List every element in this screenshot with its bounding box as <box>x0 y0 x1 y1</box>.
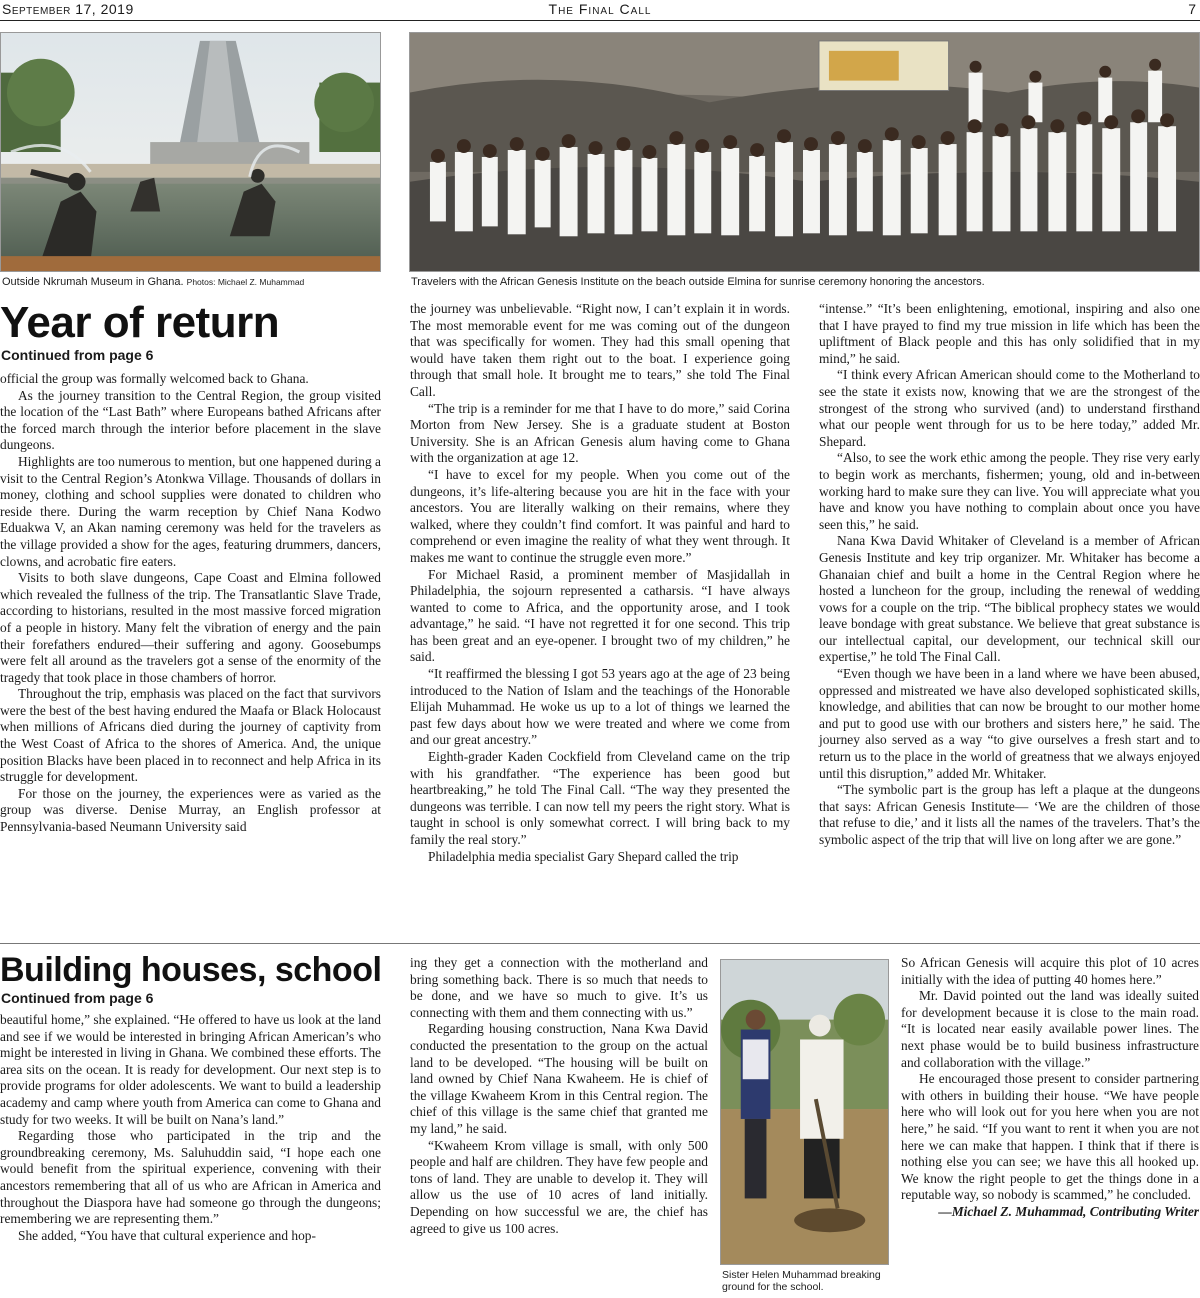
article2-column-2 <box>410 955 708 1296</box>
paragraph: Regarding those who participated in the trip and the groundbreaking ceremony, Ms. Saluhuddin said, “I hope each one would benefit from the spiritual experience, convening with their ancestors remembering that all of us who are African in America and throughout the Diaspora have had someone go through the dungeons; remembering we are representing them.” <box>0 1128 381 1227</box>
paragraph: Philadelphia media specialist Gary Shepard called the trip <box>428 848 739 864</box>
section-divider <box>0 943 1200 944</box>
byline: —Michael Z. Muhammad, Contributing Writer <box>938 1203 1199 1219</box>
paragraph: “Kwaheem Krom village is small, with only 500 people and half are children. They have few people and tons of land. They are unable to develop it. They will allow us the use of 10 acres of land initially. Depending on how successful we are, the chief has agreed to give us 100 acres. <box>410 1137 708 1236</box>
page-header <box>0 0 1200 21</box>
monument-fountain-photo <box>0 32 381 272</box>
article-headline-building-houses: Building houses, school <box>0 951 382 989</box>
group-beach-photo <box>409 32 1200 272</box>
paragraph: Visits to both slave dungeons, Cape Coast and Elmina followed which revealed the fullness of the trip. The Transatlantic Slave Trade, according to historians, resulted in the most massive forced migration of a people in history. Many felt the vibration of energy and the pain their forefathers endured—their suffering and agony. Goosebumps were felt all around as the travelers got a sense of the enormity of the tragedy that took place in those chambers of horror. <box>0 570 381 685</box>
groundbreaking-photo-caption: Sister Helen Muhammad breaking ground for the school. <box>722 1269 881 1293</box>
paragraph: She added, “You have that cultural experience and hop- <box>18 1227 316 1243</box>
paragraph: “Also, to see the work ethic among the people. They rise very early to begin work as merchants, fishermen; young, old and in-between working hard to make sure they can live. You will appreciate what you have and know you have nothing to complain about once you have seen this,” he said. <box>819 450 1200 532</box>
paragraph: official the group was formally welcomed back to Ghana. <box>0 371 309 386</box>
paragraph: For those on the journey, the experiences were as varied as the group was diverse. Denise Murray, an English professor at Pennsylvania-based Neumann University said <box>0 785 381 835</box>
paragraph: “Even though we have been in a land where we have been abused, oppressed and mistreated we have also developed sophisticated skills, knowledge, and abilities that can now be brought to our mother home and put to good use with our brothers and sisters here,” he said. The journey also served as a way “to give ourselves a fresh start and to return us to the place in the world of greatness that we always enjoyed until this disruption,” added Mr. Whitaker. <box>819 666 1200 781</box>
groundbreaking-illustration <box>721 960 888 1264</box>
paragraph: Regarding housing construction, Nana Kwa David conducted the presentation to the group on the actual land to be developed. “The housing will be built on land owned by Chief Nana Kwaheem. He is chief of the village Kwaheem Krom in this Central region. The chief of this village is the same chief that granted me my land,” he said. <box>410 1021 708 1136</box>
paragraph: the journey was unbelievable. “Right now, I can’t explain it in words. The most memorable event for me was coming out of the dungeon that was specifically for women. They had this small opening that would have taken them right out to the boat. I experience going through that small hole. It brought me to tears,” she told The Final Call. <box>410 301 790 399</box>
paragraph: As the journey transition to the Central Region, the group visited the location of the “Last Bath” where Europeans bathed Africans after the forced march through the interior before placement in the slave dungeons. <box>0 387 381 453</box>
paragraph: “The trip is a reminder for me that I have to do more,” said Corina Morton from New Jersey. She is a graduate student at Boston University. She is an African Genesis alum having come to Ghana with the organization at age 12. <box>410 400 790 466</box>
paragraph: Highlights are too numerous to mention, but one happened during a visit to the Central Region’s Atonkwa Village. Thousands of dollars in money, clothing and school supplies were donated to children who reside there. During the warm reception by Chief Nana Kodwo Eduakwa V, an Akan naming ceremony was held for the travelers as the village provided a show for the ages, featuring drummers, dancers, clowns, and acrobatic fire eaters. <box>0 453 381 569</box>
paragraph: beautiful home,” she explained. “He offered to have us look at the land and see if we would be interested in bringing African American’s who might be interested in living in Ghana. We combined these efforts. The area sits on the ocean. It is ready for development. Our next step is to provide programs for older adolescents. We want to build a leadership academy and camp where youth from America can come to Ghana and study for two weeks. It will be built on Nana’s land.” <box>0 1012 381 1127</box>
paragraph: Throughout the trip, emphasis was placed on the fact that survivors were the best of the best having endured the Maafa or Black Holocaust when millions of Africans died during the journey of captivity from the West Coast of Africa to the shores of America. And, the unique position Blacks have been placed in to reconnect and help Africa in its struggle for development. <box>0 686 381 785</box>
article1-column-2 <box>410 301 790 864</box>
paragraph: Mr. David pointed out the land was ideally suited for development because it is close to the main road. “It is located near easily available power lines. The next phase would be to build business infrastructure and collaboration with the village.” <box>901 988 1199 1070</box>
paragraph: He encouraged those present to consider partnering with others in building their house. “We have people here who will look out for you here when you are not here,” he said. “If you want to rent it when you are not here we can make that happen. I think that if there is nothing else you can see; we have this all hooked up. We know the right people to get the things done in a reputable way, so nobody is scammed,” he concluded. <box>901 1071 1199 1203</box>
monument-fountain-illustration <box>1 33 380 271</box>
groundbreaking-photo <box>720 959 889 1265</box>
paragraph: “intense.” “It’s been enlightening, emotional, inspiring and also one that I have prayed to find my true mission in life which has been the upliftment of Black people and this has only solidified that in my mind,” he said. <box>819 301 1200 366</box>
paragraph: Eighth-grader Kaden Cockfield from Cleveland came on the trip with his grandfather. “The experience has been good but heartbreaking,” he told The Final Call. “The way they presented the dungeons was terrible. I can now tell my peers the right story. What is taught in school is only somewhat correct. I will bring back to my family the real story.” <box>410 749 790 847</box>
article1-column-1 <box>0 371 381 835</box>
paragraph: So African Genesis will acquire this plot of 10 acres initially with the idea of putting 40 homes here.” <box>901 955 1199 987</box>
page-number: 7 <box>1188 1 1196 17</box>
article1-column-3 <box>819 301 1200 847</box>
caption-text: Outside Nkrumah Museum in Ghana. <box>2 276 184 288</box>
article2-column-3 <box>901 955 1199 1296</box>
article-kicker: Continued from page 6 <box>1 347 154 363</box>
paragraph: ing they get a connection with the motherland and bring something back. There is so much that needs to be done, and we have so much to give. It’s us connecting with them and them connecting with us.” <box>410 955 708 1020</box>
article2-column-1 <box>0 1012 381 1296</box>
monument-photo-caption <box>2 276 382 289</box>
group-beach-illustration <box>410 33 1199 271</box>
paragraph: For Michael Rasid, a prominent member of Masjidallah in Philadelphia, the sojourn represented a catharsis. “I have always wanted to come to Africa, and the opportunity arose, and I took advantage,” he said. “I have not regretted it for one second. This trip has been great and an eye-opener. I brought two of my children,” he said. <box>410 566 790 665</box>
paragraph: “I think every African American should come to the Motherland to see the state it exists now, knowing that we are the strongest of the strongest of the strong who survived (and) to understand firsthand what our people went through for us to be here today,” added Mr. Shepard. <box>819 367 1200 449</box>
group-photo-caption: Travelers with the African Genesis Institute on the beach outside Elmina for sunrise ceremony honoring the ancestors. <box>411 276 985 288</box>
issue-date: September 17, 2019 <box>2 1 134 17</box>
paragraph: Nana Kwa David Whitaker of Cleveland is a member of African Genesis Institute and key trip organizer. Mr. Whitaker has become a Ghanaian chief and built a home in the Central Region where he hosted a luncheon for the group, including the renewal of wedding vows for a couple on the trip. “The biblical prophecy states we would leave bondage with great substance. We believe that great substance is our intellectual capital, our development, our technical skill our expertise,” he told The Final Call. <box>819 533 1200 665</box>
paragraph: “It reaffirmed the blessing I got 53 years ago at the age of 23 being introduced to the Nation of Islam and the teachings of the Honorable Elijah Muhammad. He woke us up to a lot of things we learned the past few days about how we were treated and where we come from and our great ancestry.” <box>410 666 790 748</box>
newspaper-name: The Final Call <box>548 1 652 17</box>
photo-credit: Photos: Michael Z. Muhammad <box>186 277 305 287</box>
article-headline-year-of-return: Year of return <box>0 298 280 347</box>
paragraph: “The symbolic part is the group has left a plaque at the dungeons that says: African Genesis Institute— ‘We are the children of those that refuse to die,’ and it lists all the names of the travelers. That’s the symbolic aspect of the trip that will live on long after we are gone.” <box>819 782 1200 847</box>
paragraph: “I have to excel for my people. When you come out of the dungeons, it’s life-altering because you are hit in the face with your ancestors. You are literally walking on their remains, where they walked, where they couldn’t find comfort. It was painful and hard to comprehend or even imagine the reality of what they went through. It makes me want to continue the struggle even more.” <box>410 466 790 565</box>
article-kicker: Continued from page 6 <box>1 990 154 1006</box>
